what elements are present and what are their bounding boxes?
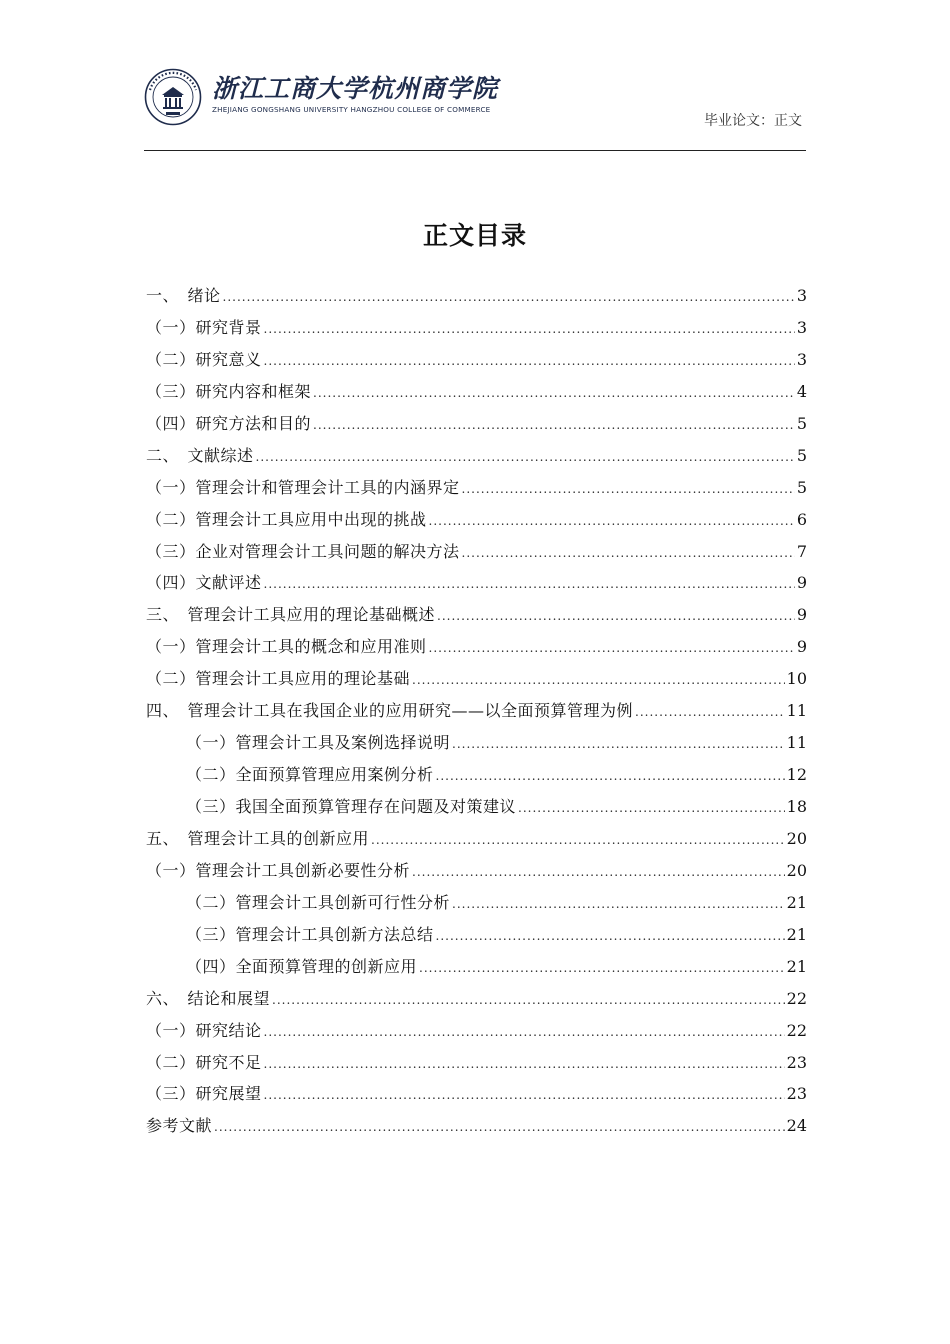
toc-entry[interactable] [146,631,807,663]
toc-leader-dots [419,953,785,985]
toc-leader-dots [256,442,795,474]
toc-leader-dots [214,1112,785,1144]
toc-entry-label: 五、 管理会计工具的创新应用 [146,828,370,848]
toc-entry-page: 23 [786,1084,807,1104]
toc-entry[interactable] [146,344,807,376]
toc-entry-label: （一）管理会计工具创新必要性分析 [146,860,411,880]
toc-leader-dots [264,346,795,378]
toc-entry-page: 10 [786,669,807,689]
toc-entry[interactable] [146,1015,807,1047]
toc-entry-page: 9 [796,637,807,657]
toc-entry-label: （二）研究意义 [146,349,262,369]
header-divider [144,150,806,151]
header-section-label: 毕业论文：正文 [704,113,802,129]
toc-entry-label: 二、 文献综述 [146,445,254,465]
toc-entry-page: 4 [796,381,807,401]
page-header [144,66,806,152]
toc-entry-label: 一、 绪论 [146,286,221,305]
toc-entry[interactable] [146,1110,807,1142]
page-title: 正文目录 [422,221,527,250]
toc-entry-label: （三）管理会计工具创新方法总结 [186,924,434,944]
toc-leader-dots [264,1080,785,1112]
toc-entry-label: （三）研究内容和框架 [146,381,312,401]
toc-entry-label: （二）管理会计工具应用中出现的挑战 [146,509,427,529]
toc-entry-page: 24 [786,1116,807,1136]
toc-entry-label: （二）全面预算管理应用案例分析 [186,765,434,785]
toc-entry[interactable] [146,855,807,887]
toc-entry[interactable] [146,376,807,408]
toc-entry[interactable] [146,1047,807,1079]
toc-entry-page: 3 [796,317,807,337]
toc-entry[interactable] [146,823,807,855]
toc-entry-page: 22 [786,1020,807,1040]
toc-entry[interactable] [146,408,807,440]
toc-leader-dots [264,569,795,601]
toc-entry-page: 21 [786,892,807,912]
toc-entry-page: 9 [796,573,807,593]
toc-entry-label: 六、 结论和展望 [146,988,271,1008]
toc-entry[interactable] [146,919,807,951]
toc-entry-label: （一）管理会计工具的概念和应用准则 [146,637,427,657]
toc-entry-label: （一）研究结论 [146,1020,262,1040]
toc-entry[interactable] [146,887,807,919]
toc-leader-dots [635,697,785,729]
toc-entry-page: 6 [796,509,807,529]
toc-entry[interactable] [146,983,807,1015]
toc-entry[interactable] [146,695,807,727]
toc-entry-label: （三）我国全面预算管理存在问题及对策建议 [186,797,517,816]
toc-entry[interactable] [146,951,807,983]
university-logo [144,66,499,128]
toc-entry-page: 18 [786,797,807,816]
toc-entry-page: 3 [796,286,807,305]
toc-entry[interactable] [146,280,807,312]
toc-leader-dots [436,921,785,953]
toc-entry-label: （四）研究方法和目的 [146,413,312,433]
toc-leader-dots [452,729,785,761]
toc-entry-page: 11 [786,701,807,721]
toc-entry-page: 7 [796,541,807,561]
university-seal-icon [144,68,202,126]
toc-leader-dots [437,601,795,633]
toc-entry-label: （二）管理会计工具创新可行性分析 [186,892,451,912]
toc-entry-page: 5 [796,445,807,465]
toc-entry-label: 参考文献 [146,1116,213,1136]
toc-leader-dots [429,633,795,665]
toc-entry[interactable] [146,567,807,599]
toc-entry-page: 20 [786,828,807,848]
toc-entry-page: 21 [786,956,807,976]
toc-leader-dots [412,857,785,889]
toc-entry-page: 22 [786,988,807,1008]
toc-entry[interactable] [146,504,807,536]
toc-leader-dots [264,314,795,346]
toc-entry-page: 23 [786,1052,807,1072]
toc-entry[interactable] [146,440,807,472]
toc-entry-label: 四、 管理会计工具在我国企业的应用研究——以全面预算管理为例 [146,701,634,721]
toc-entry[interactable] [146,791,807,823]
toc-entry-page: 11 [786,733,807,753]
toc-leader-dots [452,889,785,921]
toc-leader-dots [223,282,795,314]
logo-chinese-name: 浙江工商大学杭州商学院 [212,74,499,103]
toc-entry-label: （二）研究不足 [146,1052,262,1072]
toc-entry-page: 5 [796,477,807,497]
toc-entry-page: 9 [796,605,807,625]
toc-leader-dots [264,1049,785,1081]
toc-leader-dots [429,506,795,538]
toc-entry-label: 三、 管理会计工具应用的理论基础概述 [146,605,436,625]
toc-entry[interactable] [146,536,807,568]
toc-entry[interactable] [146,1078,807,1110]
toc-entry[interactable] [146,759,807,791]
toc-leader-dots [313,410,795,442]
toc-leader-dots [313,378,795,410]
toc-leader-dots [462,538,795,570]
toc-entry[interactable] [146,663,807,695]
toc-leader-dots [518,793,785,825]
toc-leader-dots [436,761,785,793]
toc-entry[interactable] [146,472,807,504]
toc-entry-page: 12 [786,765,807,785]
toc-entry-label: （二）管理会计工具应用的理论基础 [146,669,411,689]
toc-entry-label: （四）文献评述 [146,573,262,593]
toc-leader-dots [371,825,785,857]
table-of-contents [146,280,807,1142]
toc-leader-dots [462,474,795,506]
toc-entry-page: 21 [786,924,807,944]
toc-entry-label: （三）研究展望 [146,1084,262,1104]
toc-entry-page: 3 [796,349,807,369]
toc-leader-dots [412,665,785,697]
toc-entry-label: （四）全面预算管理的创新应用 [186,956,418,976]
toc-entry-page: 5 [796,413,807,433]
toc-entry-label: （一）管理会计工具及案例选择说明 [186,733,451,753]
toc-leader-dots [272,985,785,1017]
toc-entry-label: （一）管理会计和管理会计工具的内涵界定 [146,477,460,497]
toc-entry[interactable] [146,599,807,631]
toc-leader-dots [264,1017,785,1049]
toc-entry-label: （一）研究背景 [146,317,262,337]
logo-english-name: ZHEJIANG GONGSHANG UNIVERSITY HANGZHOU COLLEGE OF COMMERCE [212,105,491,114]
toc-entry[interactable] [146,312,807,344]
toc-entry-page: 20 [786,860,807,880]
toc-entry[interactable] [146,727,807,759]
toc-entry-label: （三）企业对管理会计工具问题的解决方法 [146,541,460,561]
